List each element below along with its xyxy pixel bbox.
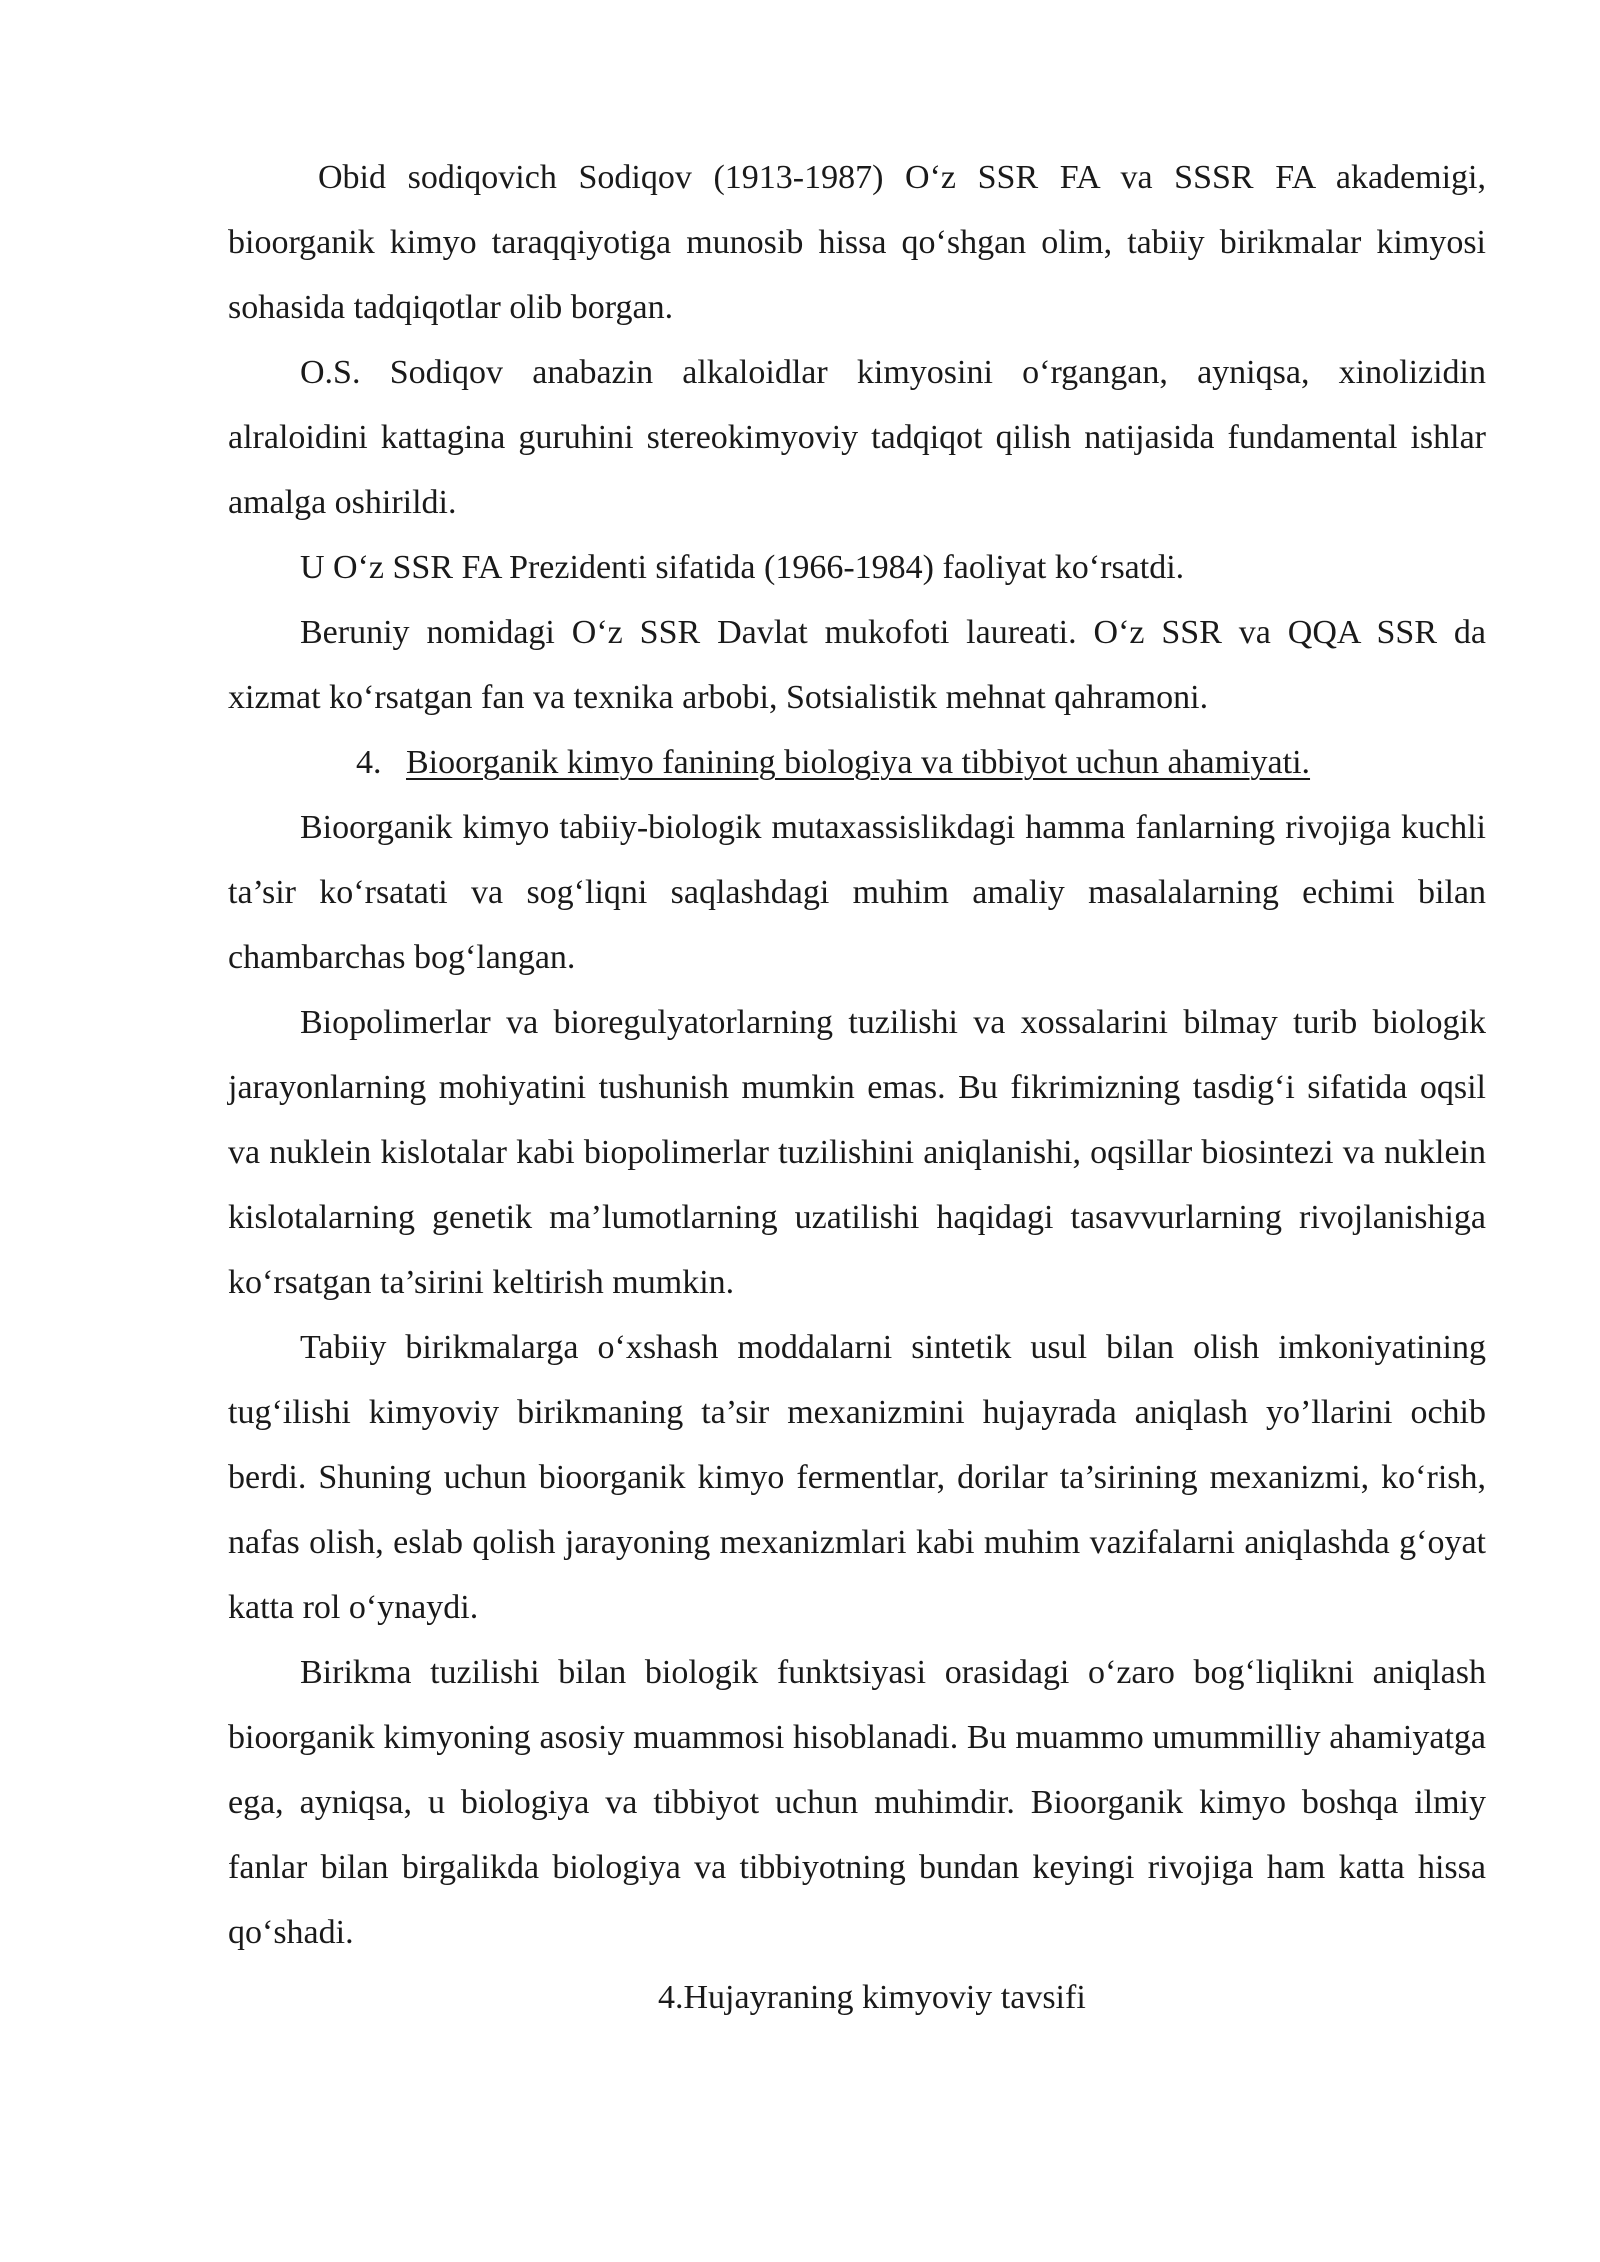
section-heading-text: Bioorganik kimyo fanining biologiya va tibbiyot uchun ahamiyati. [406, 744, 1311, 781]
next-section-heading: 4.Hujayraning kimyoviy tavsifi [658, 1979, 1086, 2016]
document-page [228, 145, 1486, 2030]
paragraph-president-term: U O‘z SSR FA Prezidenti sifatida (1966-1984) faoliyat ko‘rsatdi. [300, 549, 1185, 586]
paragraph-anabazin-research: O.S. Sodiqov anabazin alkaloidlar kimyosini o‘rgangan, ayniqsa, xinolizidin alraloidini kattagina guruhini stereokimyoviy tadqiqot qilish natijasida fundamental ishlar amalga oshirildi. [228, 354, 1486, 521]
paragraph-biopolymers: Biopolimerlar va bioregulyatorlarning tuzilishi va xossalarini bilmay turib biologik jarayonlarning mohiyatini tushunish mumkin emas. Bu fikrimizning tasdig‘i sifatida oqsil va nuklein kislotalar kabi biopolimerlar tuzilishini aniqlanishi, oqsillar biosintezi va nuklein kislotalarning genetik ma’lumotlarning uzatilishi haqidagi tasavvurlarning rivojlanishiga ko‘rsatgan ta’sirini keltirish mumkin. [228, 1004, 1486, 1301]
paragraph-synthetic-methods: Tabiiy birikmalarga o‘xshash moddalarni sintetik usul bilan olish imkoniyatining tug‘ilishi kimyoviy birikmaning ta’sir mexanizmini hujayrada aniqlash yo’llarini ochib berdi. Shuning uchun bioorganik kimyo fermentlar, dorilar ta’sirining mexanizmi, ko‘rish, nafas olish, eslab qolish jarayoning mexanizmlari kabi muhim vazifalarni aniqlashda g‘oyat katta rol o‘ynaydi. [228, 1329, 1486, 1626]
section-heading [228, 730, 1486, 795]
paragraph-structure-function: Birikma tuzilishi bilan biologik funktsiyasi orasidagi o‘zaro bog‘liqlikni aniqlash bioorganik kimyoning asosiy muammosi hisoblanadi. Bu muammo umummilliy ahamiyatga ega, ayniqsa, u biologiya va tibbiyot uchun muhimdir. Bioorganik kimyo boshqa ilmiy fanlar bilan birgalikda biologiya va tibbiyotning bundan keyingi rivojiga ham katta hissa qo‘shadi. [228, 1654, 1486, 1951]
paragraph-sodiqov-bio: Obid sodiqovich Sodiqov (1913-1987) O‘z SSR FA va SSSR FA akademigi, bioorganik kimyo taraqqiyotiga munosib hissa qo‘shgan olim, tabiiy birikmalar kimyosi sohasida tadqiqotlar olib borgan. [228, 159, 1486, 326]
paragraph-awards: Beruniy nomidagi O‘z SSR Davlat mukofoti laureati. O‘z SSR va QQA SSR da xizmat ko‘rsatgan fan va texnika arbobi, Sotsialistik mehnat qahramoni. [228, 614, 1486, 716]
section-heading-number: 4. [356, 744, 382, 781]
paragraph-bioorganic-influence: Bioorganik kimyo tabiiy-biologik mutaxassislikdagi hamma fanlarning rivojiga kuchli ta’sir ko‘rsatati va sog‘liqni saqlashdagi muhim amaliy masalalarning echimi bilan chambarchas bog‘langan. [228, 809, 1486, 976]
